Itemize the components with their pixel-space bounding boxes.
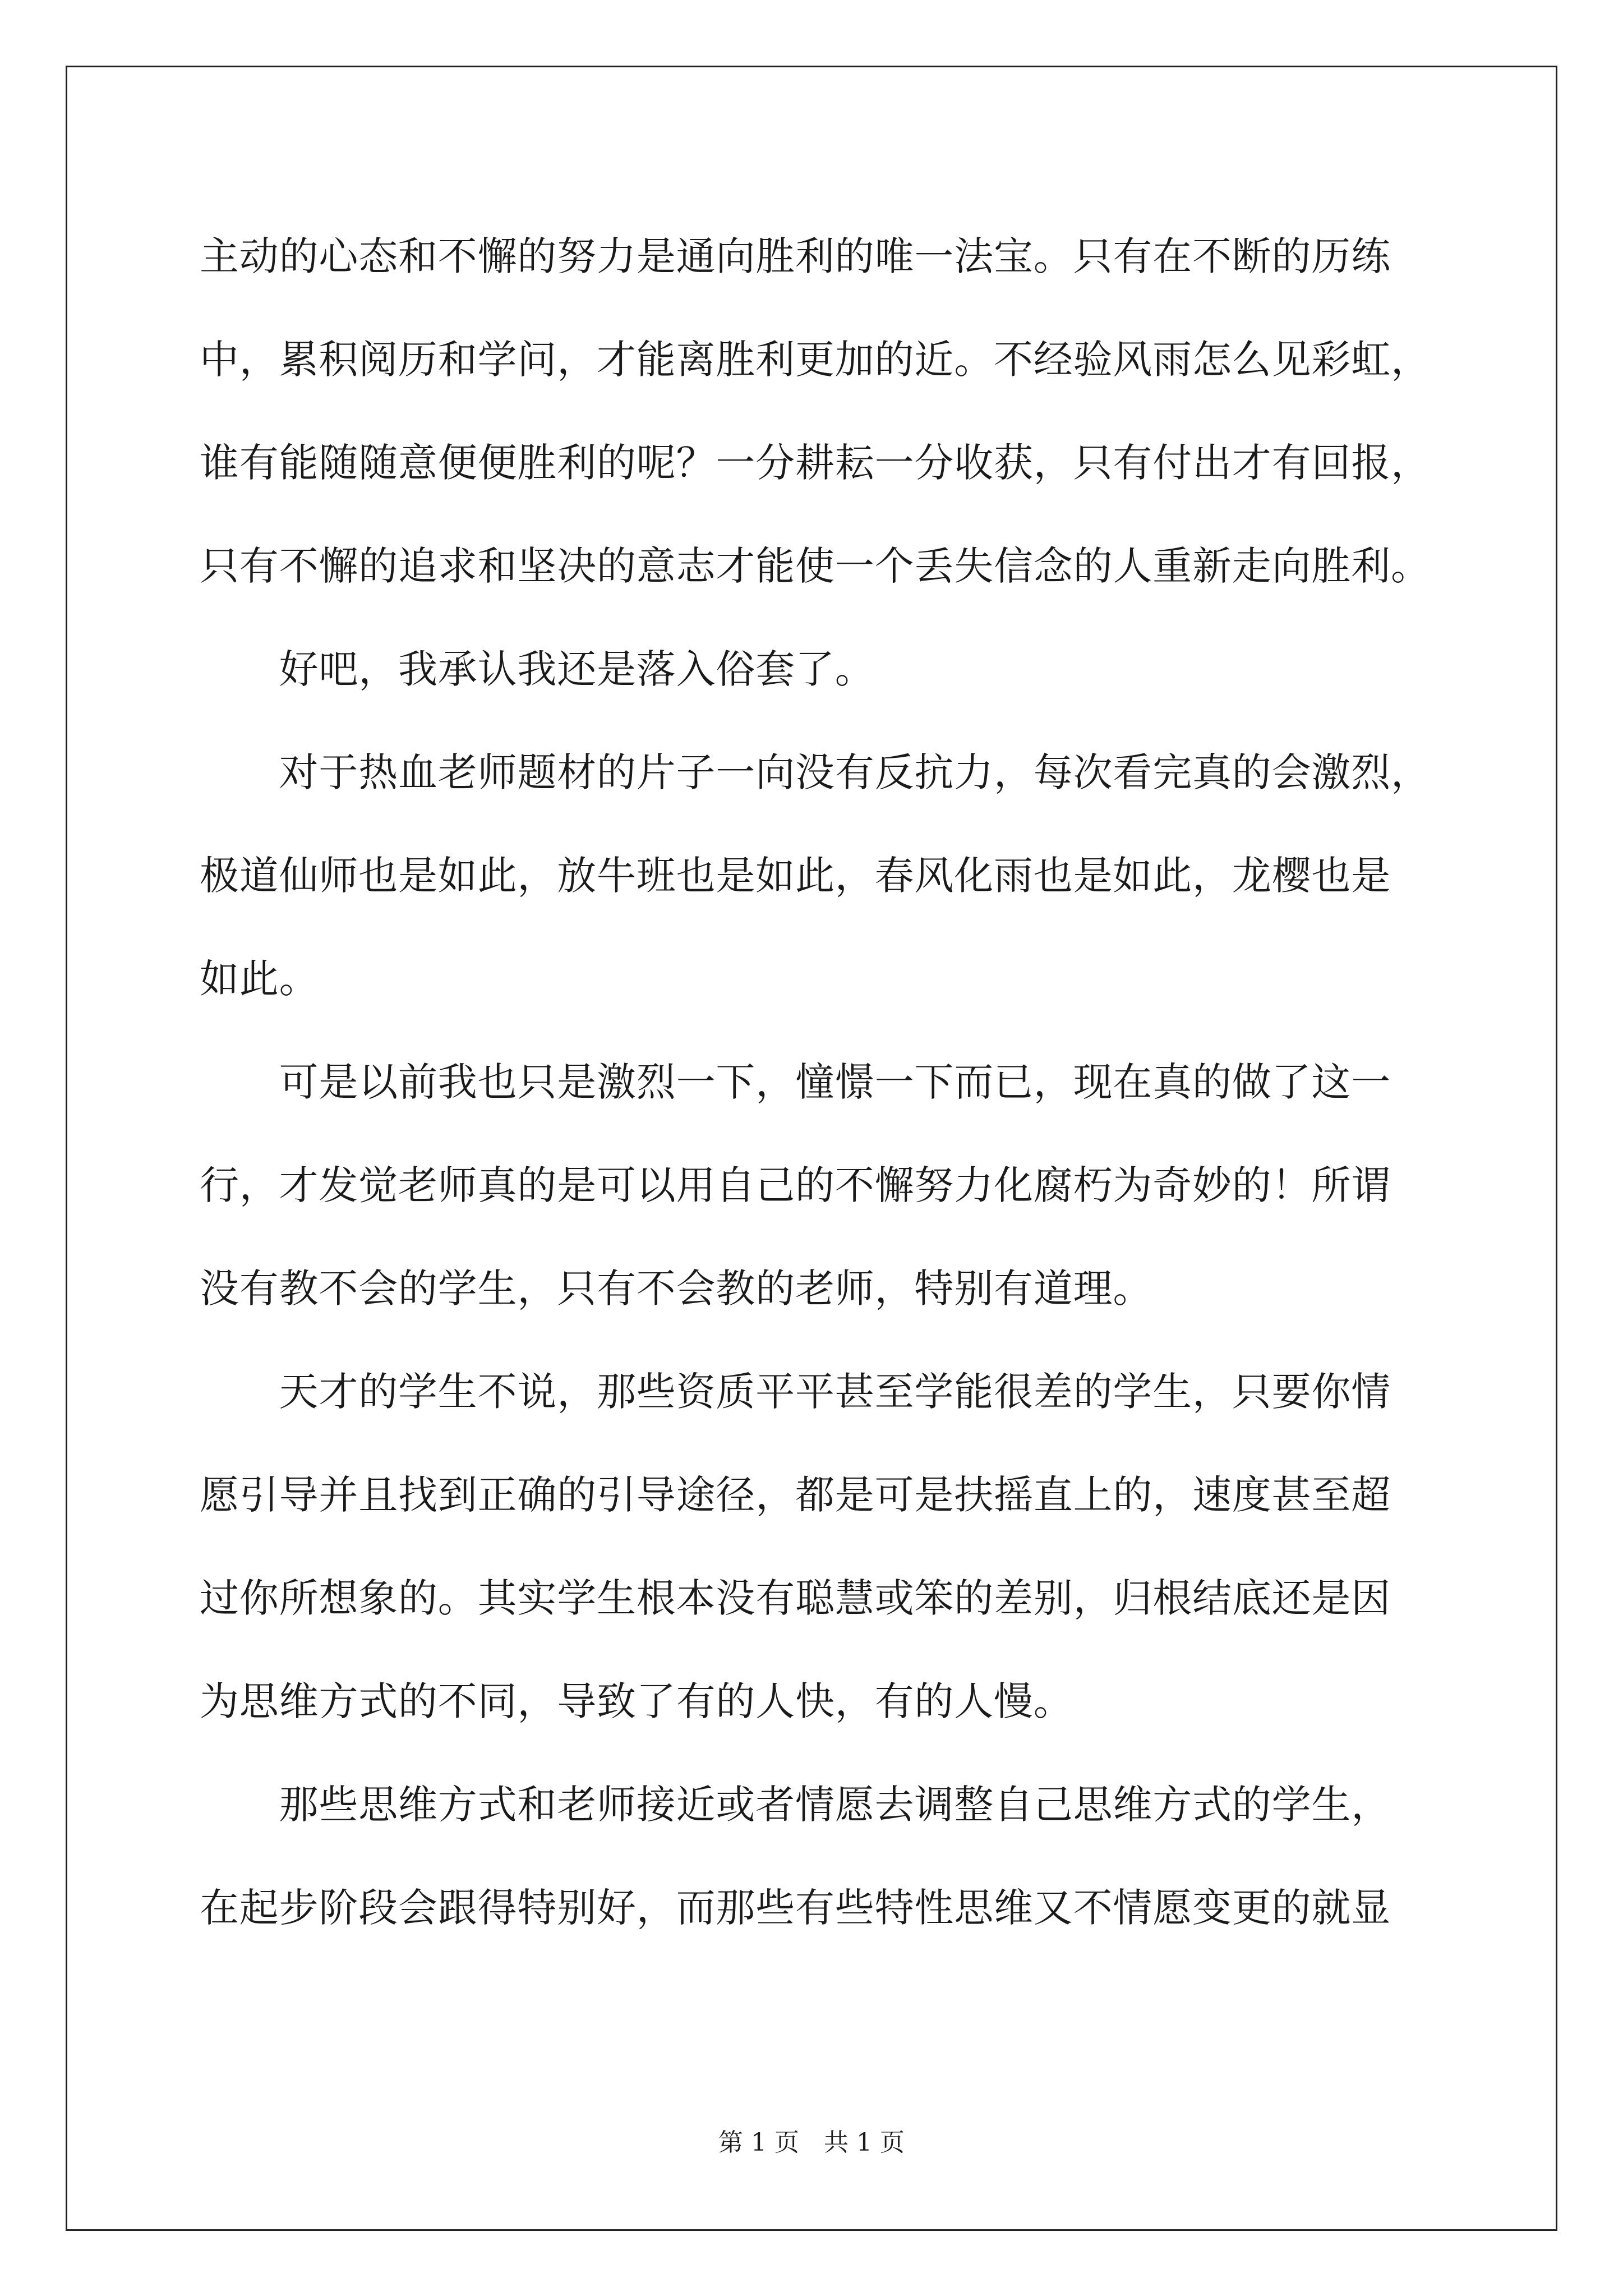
text-line: 愿引导并且找到正确的引导途径，都是可是扶摇直上的，速度甚至超 xyxy=(200,1472,1391,1518)
text-line: 行，才发觉老师真的是可以用自己的不懈努力化腐朽为奇妙的！所谓 xyxy=(200,1162,1391,1208)
text-line: 谁有能随随意便便胜利的呢？一分耕耘一分收获，只有付出才有回报， xyxy=(200,440,1431,486)
text-line: 可是以前我也只是激烈一下，憧憬一下而已，现在真的做了这一 xyxy=(200,1059,1391,1105)
text-line: 过你所想象的。其实学生根本没有聪慧或笨的差别，归根结底还是因 xyxy=(200,1575,1391,1621)
page-footer: 第 1 页 共 1 页 xyxy=(718,2128,905,2157)
text-line: 好吧，我承认我还是落入俗套了。 xyxy=(200,646,875,692)
text-line: 如此。 xyxy=(200,956,319,1002)
text-line: 没有教不会的学生，只有不会教的老师，特别有道理。 xyxy=(200,1266,1153,1312)
text-line: 为思维方式的不同，导致了有的人快，有的人慢。 xyxy=(200,1678,1073,1724)
text-line: 只有不懈的追求和坚决的意志才能使一个丢失信念的人重新走向胜利。 xyxy=(200,543,1431,589)
text-line: 对于热血老师题材的片子一向没有反抗力，每次看完真的会激烈， xyxy=(200,749,1431,795)
text-line: 那些思维方式和老师接近或者情愿去调整自己思维方式的学生， xyxy=(200,1782,1391,1828)
text-line: 主动的心态和不懈的努力是通向胜利的唯一法宝。只有在不断的历练 xyxy=(200,233,1391,279)
document-body xyxy=(200,205,1433,1959)
text-line: 天才的学生不说，那些资质平平甚至学能很差的学生，只要你情 xyxy=(200,1369,1391,1415)
text-line: 在起步阶段会跟得特别好，而那些有些特性思维又不情愿变更的就显 xyxy=(200,1885,1391,1931)
text-line: 极道仙师也是如此，放牛班也是如此，春风化雨也是如此，龙樱也是 xyxy=(200,853,1391,899)
text-line: 中，累积阅历和学问，才能离胜利更加的近。不经验风雨怎么见彩虹， xyxy=(200,337,1431,383)
